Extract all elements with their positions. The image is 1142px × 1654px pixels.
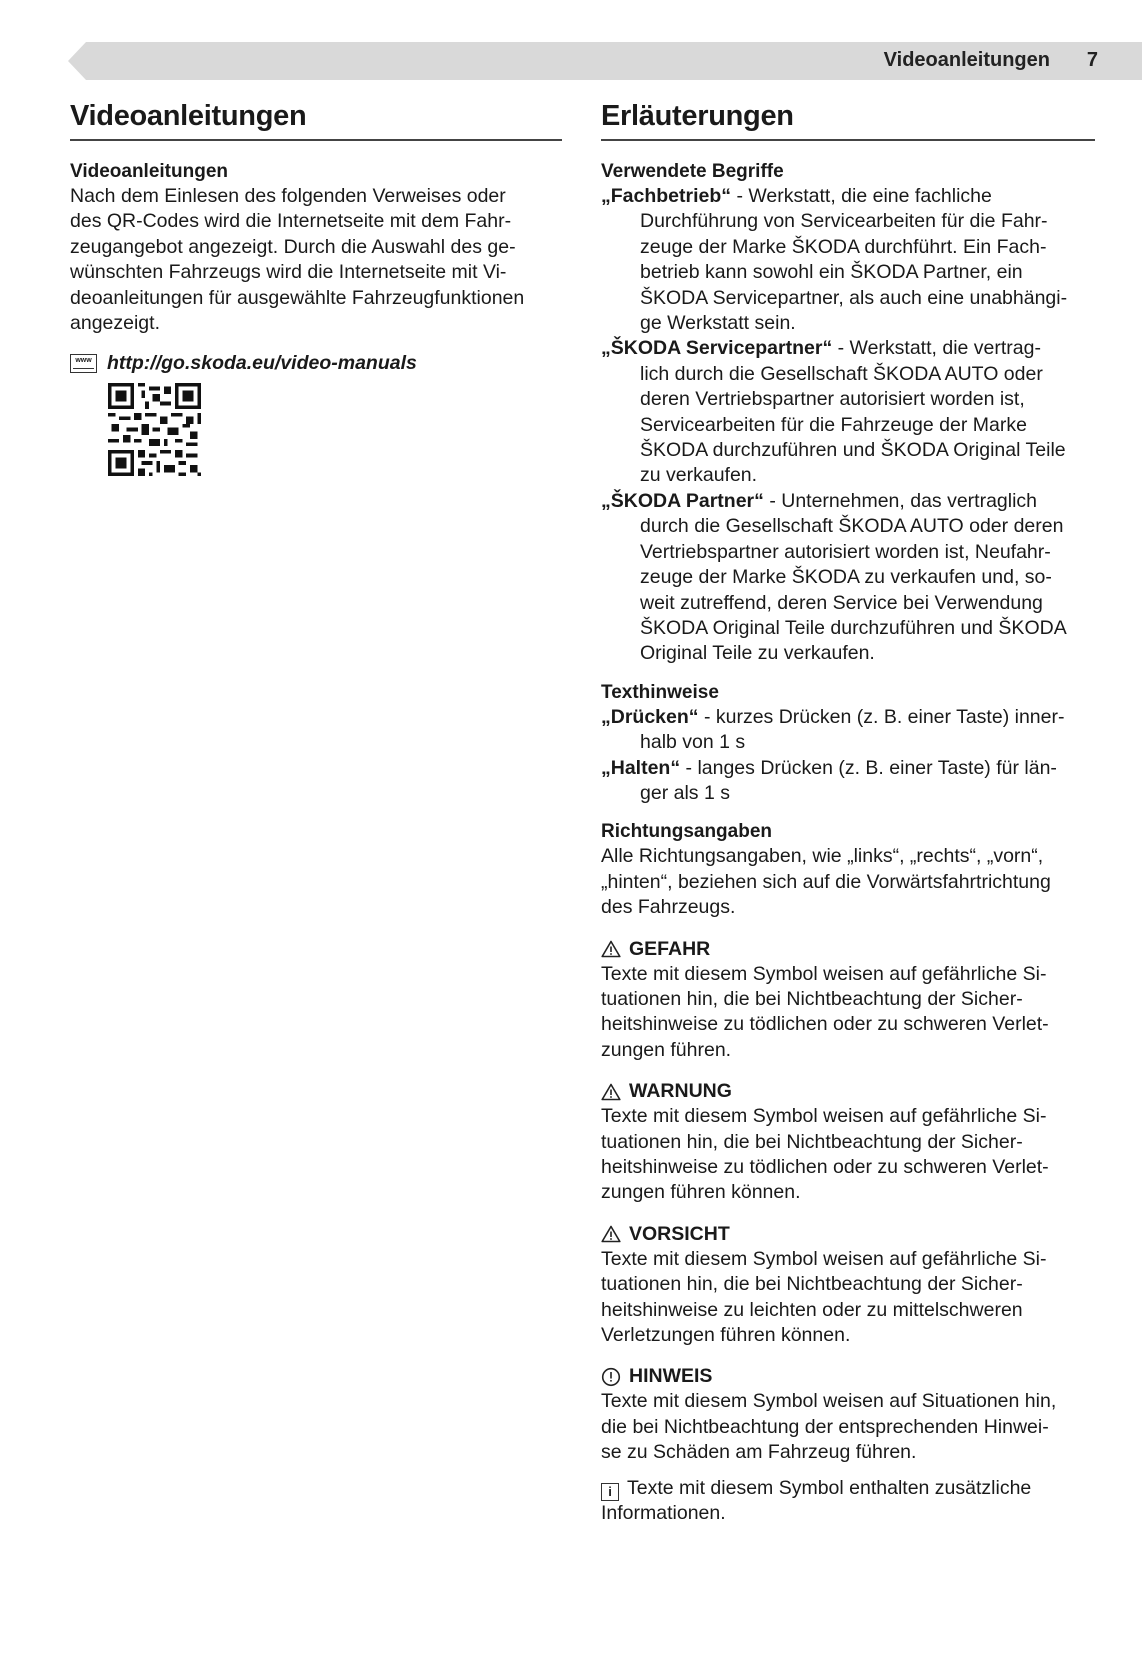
right-heading: Erläuterungen: [601, 100, 1095, 141]
warning-triangle-icon: [601, 940, 621, 958]
left-heading: Videoanleitungen: [70, 100, 562, 141]
term-fachbetrieb: [601, 184, 1095, 336]
def-line: weit zutreffend, deren Service bei Verwendung: [640, 591, 1043, 614]
warning-title: VORSICHT: [629, 1222, 730, 1245]
paragraph-line: heitshinweise zu tödlichen oder zu schweren Verlet-: [601, 1013, 1049, 1036]
paragraph-line: Verletzungen führen können.: [601, 1324, 851, 1347]
paragraph-line: heitshinweise zu tödlichen oder zu schweren Verlet-: [601, 1156, 1049, 1178]
term-label: „Fachbetrieb“: [601, 185, 732, 207]
warning-title: WARNUNG: [629, 1080, 732, 1103]
paragraph-line: se zu Schäden am Fahrzeug führen.: [601, 1441, 917, 1464]
vorsicht-heading: [601, 1222, 1095, 1247]
info-icon: i: [601, 1483, 619, 1501]
paragraph-line: angezeigt.: [70, 312, 160, 335]
qr-code-icon[interactable]: [108, 383, 201, 476]
def-line: ger als 1 s: [640, 781, 730, 804]
def-line: lich durch die Gesellschaft ŠKODA AUTO oder: [640, 362, 1043, 385]
term-halten: [601, 756, 1095, 807]
direction-paragraph: [601, 844, 1095, 920]
hinweis-heading: [601, 1364, 1095, 1389]
paragraph-line: tuationen hin, die bei Nichtbeachtung der Sicher-: [601, 1130, 1023, 1153]
def-line: zeuge der Marke ŠKODA durchführt. Ein Fach-: [640, 235, 1047, 258]
paragraph-line: heitshinweise zu leichten oder zu mittelschweren: [601, 1298, 1023, 1321]
def-line: deren Vertriebspartner autorisiert worden ist,: [640, 388, 1025, 411]
paragraph-line: wünschten Fahrzeugs wird die Internetseite mit Vi-: [70, 261, 507, 284]
paragraph-line: „hinten“, beziehen sich auf die Vorwärtsfahrtrichtung: [601, 870, 1051, 893]
terms-heading: Verwendete Begriffe: [601, 161, 784, 182]
paragraph-line: Texte mit diesem Symbol weisen auf Situationen hin,: [601, 1390, 1057, 1413]
info-line: Informationen.: [601, 1502, 726, 1525]
warnung-heading: [601, 1079, 1095, 1104]
def-line: ŠKODA Servicepartner, als auch eine unabhängi-: [640, 286, 1068, 309]
def-line: - Werkstatt, die eine fachliche: [731, 185, 992, 207]
warnung-text: [601, 1104, 1095, 1206]
paragraph-line: deoanleitungen für ausgewählte Fahrzeugfunktionen: [70, 286, 525, 309]
term-label: „ŠKODA Partner“: [601, 489, 764, 512]
def-line: ŠKODA Original Teile durchzuführen und ŠKODA: [640, 616, 1067, 639]
warning-triangle-icon: [601, 1083, 621, 1101]
header-title: Videoanleitungen: [883, 49, 1050, 71]
def-line: Vertriebspartner autorisiert worden ist, Neufahr-: [640, 540, 1051, 563]
paragraph-line: des QR-Codes wird die Internetseite mit dem Fahr-: [70, 210, 512, 233]
paragraph-line: Texte mit diesem Symbol weisen auf gefährliche Si-: [601, 1105, 1047, 1128]
hinweis-text: [601, 1389, 1095, 1465]
term-label: „Drücken“: [601, 705, 699, 728]
paragraph-line: Texte mit diesem Symbol weisen auf gefährliche Si-: [601, 1247, 1047, 1270]
paragraph-line: tuationen hin, die bei Nichtbeachtung der Sicher-: [601, 987, 1023, 1010]
warning-triangle-icon: [601, 1225, 621, 1243]
def-line: ge Werkstatt sein.: [640, 312, 796, 335]
paragraph-line: die bei Nichtbeachtung der entsprechenden Hinwei-: [601, 1415, 1049, 1438]
video-link-row: [70, 352, 562, 375]
def-line: Original Teile zu verkaufen.: [640, 642, 875, 665]
notice-circle-icon: [601, 1367, 621, 1387]
info-line: Texte mit diesem Symbol enthalten zusätzliche: [627, 1476, 1032, 1499]
def-line: - langes Drücken (z. B. einer Taste) für län-: [680, 756, 1057, 779]
page-number: 7: [1086, 49, 1098, 71]
def-line: Servicearbeiten für die Fahrzeuge der Marke: [640, 413, 1027, 436]
def-line: - Unternehmen, das vertraglich: [763, 489, 1038, 512]
term-druecken: [601, 705, 1095, 756]
warning-title: HINWEIS: [629, 1365, 713, 1388]
term-partner: [601, 489, 1095, 667]
term-label: „ŠKODA Servicepartner“: [601, 337, 833, 360]
gefahr-text: [601, 962, 1095, 1064]
paragraph-line: Nach dem Einlesen des folgenden Verweises oder: [70, 185, 506, 207]
paragraph-line: zungen führen können.: [601, 1181, 801, 1204]
www-icon: www: [70, 354, 97, 373]
term-label: „Halten“: [601, 756, 681, 779]
left-column: [70, 100, 562, 481]
paragraph-line: des Fahrzeugs.: [601, 896, 736, 919]
def-line: durch die Gesellschaft ŠKODA AUTO oder deren: [640, 515, 1064, 538]
def-line: - kurzes Drücken (z. B. einer Taste) inner-: [698, 705, 1065, 728]
paragraph-line: zungen führen.: [601, 1038, 732, 1061]
def-line: - Werkstatt, die vertrag-: [832, 337, 1041, 360]
paragraph-line: zeugangebot angezeigt. Durch die Auswahl des ge-: [70, 235, 516, 258]
direction-heading: Richtungsangaben: [601, 821, 773, 843]
right-column: [601, 100, 1095, 1526]
warning-title: GEFAHR: [629, 937, 711, 960]
def-line: betrieb kann sowohl ein ŠKODA Partner, ein: [640, 261, 1023, 284]
term-servicepartner: [601, 336, 1095, 488]
def-line: Durchführung von Servicearbeiten für die Fahr-: [640, 210, 1048, 233]
info-note: [601, 1476, 1095, 1527]
def-line: zu verkaufen.: [640, 464, 758, 487]
paragraph-line: tuationen hin, die bei Nichtbeachtung der Sicher-: [601, 1273, 1023, 1296]
video-manuals-link[interactable]: http://go.skoda.eu/video-manuals: [107, 352, 417, 375]
intro-paragraph: [70, 184, 562, 336]
vorsicht-text: [601, 1247, 1095, 1349]
text-heading: Texthinweise: [601, 681, 719, 703]
def-line: halb von 1 s: [640, 731, 746, 754]
def-line: zeuge der Marke ŠKODA zu verkaufen und, so-: [640, 566, 1052, 589]
def-line: ŠKODA durchzuführen und ŠKODA Original Teile: [640, 439, 1066, 462]
left-subheading: Videoanleitungen: [70, 161, 229, 182]
gefahr-heading: [601, 937, 1095, 962]
paragraph-line: Alle Richtungsangaben, wie „links“, „rechts“, „vorn“,: [601, 845, 1044, 868]
paragraph-line: Texte mit diesem Symbol weisen auf gefährliche Si-: [601, 962, 1047, 985]
